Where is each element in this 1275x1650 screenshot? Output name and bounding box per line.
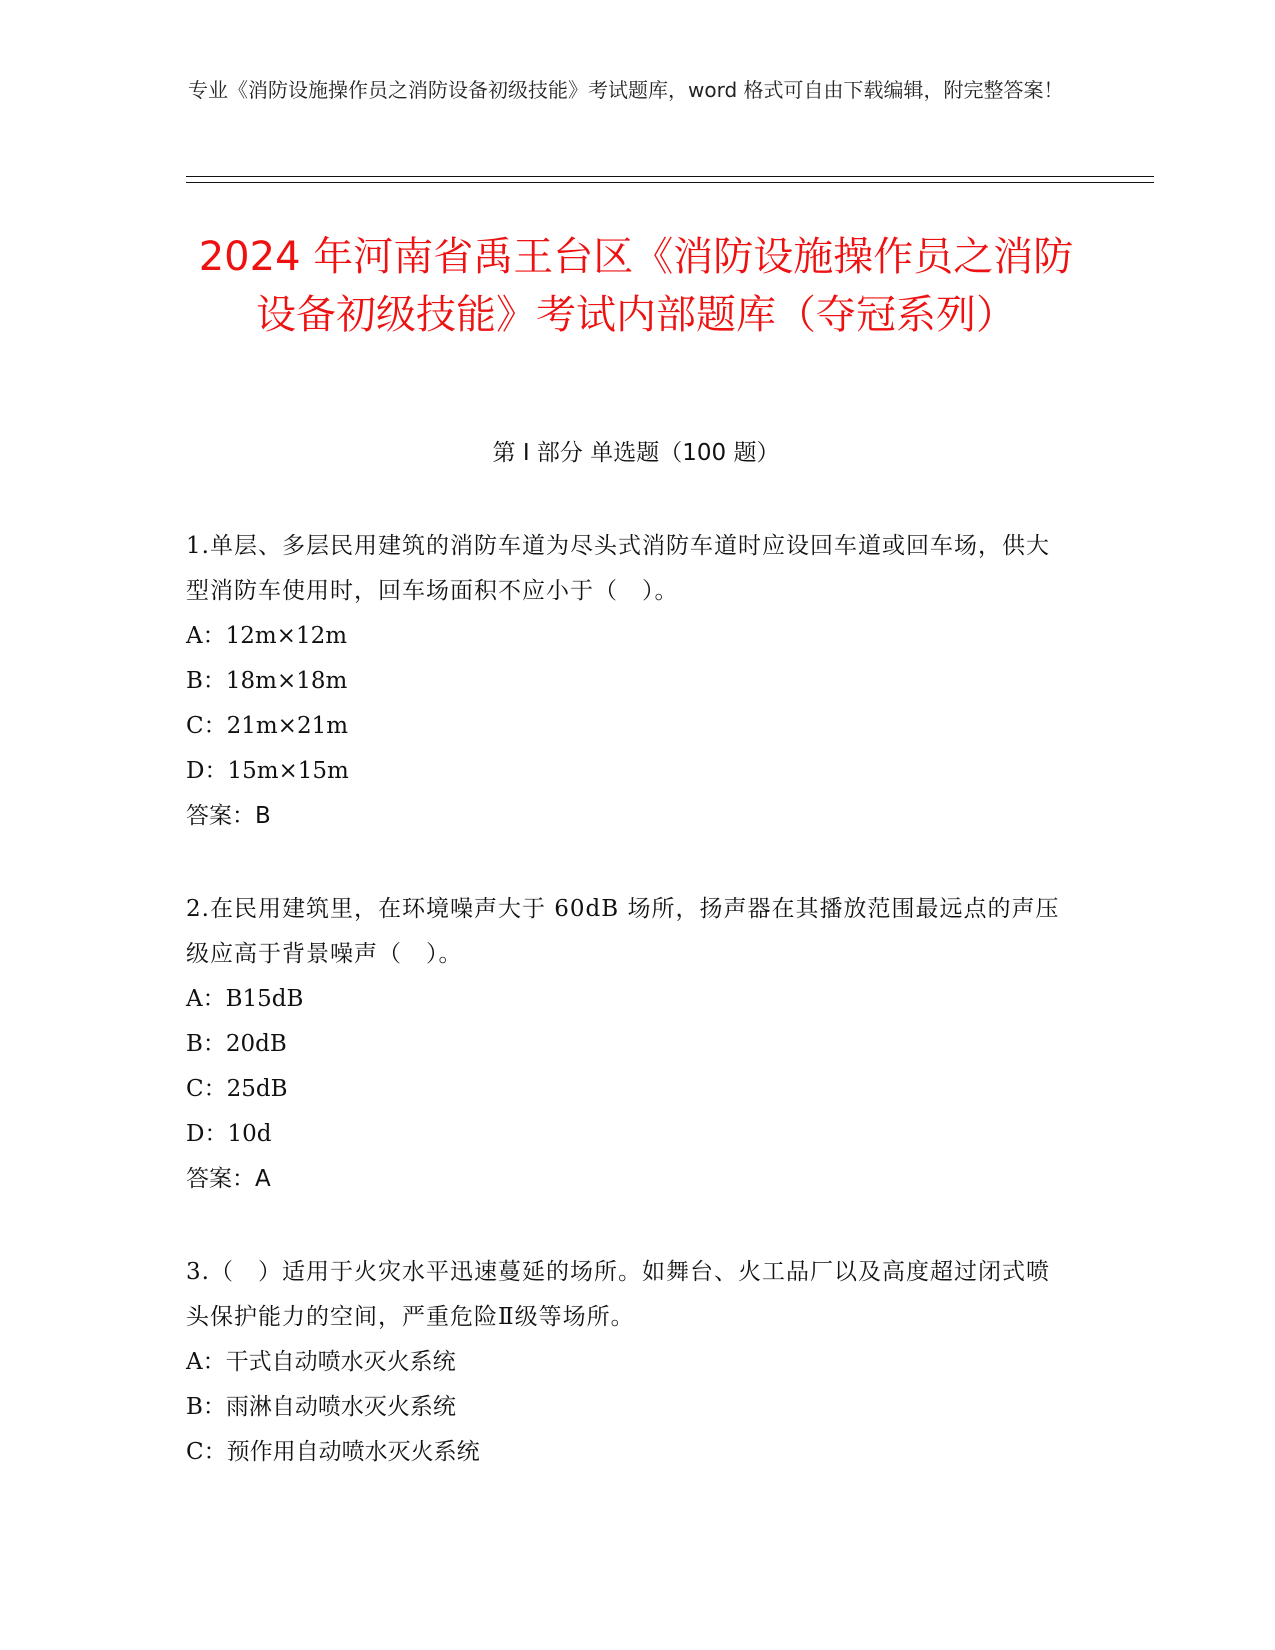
answer: 答案：B [186,803,271,829]
header-divider-bottom [186,182,1154,183]
option-d: D：10d [186,1121,272,1147]
answer: 答案：A [186,1166,271,1192]
question-3 [186,1250,1066,1475]
option-c: C：预作用自动喷水灭火系统 [186,1439,480,1465]
question-stem: 3.（ ）适用于火灾水平迅速蔓延的场所。如舞台、火工品厂以及高度超过闭式喷头保护能力的空间，严重危险Ⅱ级等场所。 [186,1259,1050,1330]
document-title: 2024 年河南省禹王台区《消防设施操作员之消防设备初级技能》考试内部题库（夺冠系列） [198,234,1074,338]
section-heading: 第 I 部分 单选题（100 题） [492,440,780,466]
option-b: B：雨淋自动喷水灭火系统 [186,1394,456,1420]
option-a: A：B15dB [186,986,304,1012]
option-d: D：15m×15m [186,758,349,784]
option-c: C：25dB [186,1076,288,1102]
question-1 [186,524,1066,839]
question-2 [186,887,1066,1202]
option-a: A：干式自动喷水灭火系统 [186,1349,456,1375]
option-b: B：18m×18m [186,668,348,694]
option-c: C：21m×21m [186,713,349,739]
header-divider-top [186,176,1154,177]
question-stem: 1.单层、多层民用建筑的消防车道为尽头式消防车道时应设回车道或回车场，供大型消防车使用时，回车场面积不应小于（ ）。 [186,533,1050,604]
option-a: A：12m×12m [186,623,348,649]
option-b: B：20dB [186,1031,287,1057]
question-stem: 2.在民用建筑里，在环境噪声大于 60dB 场所，扬声器在其播放范围最远点的声压级应高于背景噪声（ ）。 [186,896,1060,967]
header-note: 专业《消防设施操作员之消防设备初级技能》考试题库，word 格式可自由下载编辑，附完整答案！ [188,78,1064,102]
